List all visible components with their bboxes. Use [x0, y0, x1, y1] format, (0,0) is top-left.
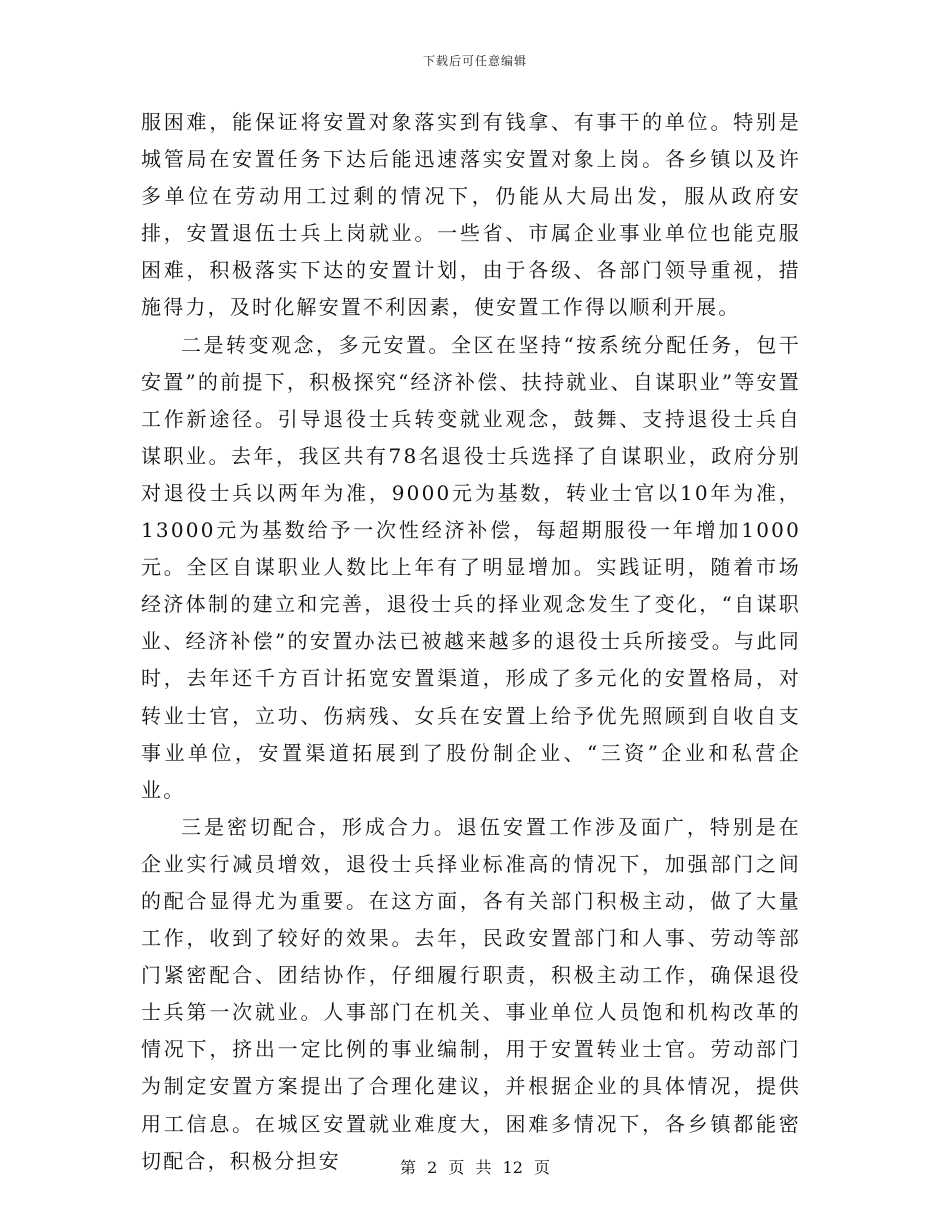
page-number: 第 2 页 共 12 页: [400, 1158, 550, 1177]
paragraph-diversified-placement: 二是转变观念，多元安置。全区在坚持“按系统分配任务，包干安置”的前提下，积极探究“经济补偿、扶持就业、自谋职业”等安置工作新途径。引导退役士兵转变就业观念，鼓舞、支持退役士兵自谋职业。去年，我区共有78名退役士兵选择了自谋职业，政府分别对退役士兵以两年为准，9000元为基数，转业士官以10年为准，13000元为基数给予一次性经济补偿，每超期服役一年增加1000元。全区自谋职业人数比上年有了明显增加。实践证明，随着市场经济体制的建立和完善，退役士兵的择业观念发生了变化，“自谋职业、经济补偿”的安置办法已被越来越多的退役士兵所接受。与此同时，去年还千方百计拓宽安置渠道，形成了多元化的安置格局，对转业士官，立功、伤病残、女兵在安置上给予优先照顾到自收自支事业单位，安置渠道拓展到了股份制企业、“三资”企业和私营企业。: [141, 332, 801, 802]
page-header: 下载后可任意编辑: [422, 54, 527, 68]
paragraph-close-cooperation: 三是密切配合，形成合力。退伍安置工作涉及面广，特别是在企业实行减员增效，退役士兵择业标准高的情况下，加强部门之间的配合显得尤为重要。在这方面，各有关部门积极主动，做了大量工作，收到了较好的效果。去年，民政安置部门和人事、劳动等部门紧密配合、团结协作，仔细履行职责，积极主动工作，确保退役士兵第一次就业。人事部门在机关、事业单位人员饱和机构改革的情况下，挤出一定比例的事业编制，用于安置转业士官。劳动部门为制定安置方案提出了合理化建议，并根据企业的具体情况，提供用工信息。在城区安置就业难度大，困难多情况下，各乡镇都能密切配合，积极分担安: [141, 814, 801, 1173]
paragraph-continued: 服困难，能保证将安置对象落实到有钱拿、有事干的单位。特别是城管局在安置任务下达后能迅速落实安置对象上岗。各乡镇以及许多单位在劳动用工过剩的情况下，仍能从大局出发，服从政府安排，安置退伍士兵上岗就业。一些省、市属企业事业单位也能克服困难，积极落实下达的安置计划，由于各级、各部门领导重视，措施得力，及时化解安置不利因素，使安置工作得以顺利开展。: [141, 110, 801, 320]
document-body: [141, 104, 801, 1180]
